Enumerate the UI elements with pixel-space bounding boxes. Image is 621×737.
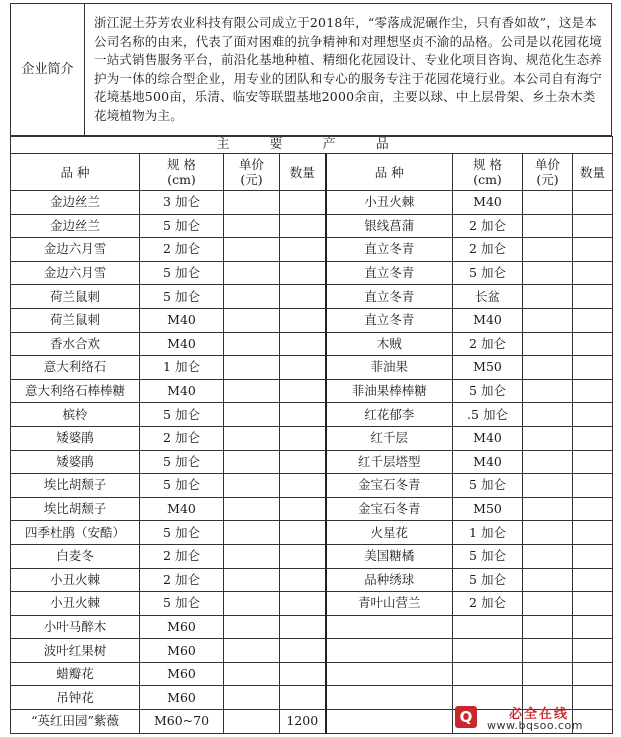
- table-row: [11, 285, 613, 309]
- table-row: [11, 662, 613, 686]
- product-spec-right: 5 加仑: [453, 379, 523, 403]
- table-row: [11, 356, 613, 380]
- product-quantity-right: [573, 332, 613, 356]
- product-name-right: 青叶山营兰: [326, 592, 453, 616]
- product-spec-left: 5 加仑: [140, 450, 224, 474]
- product-quantity-left: [280, 308, 326, 332]
- product-quantity-left: [280, 497, 326, 521]
- product-price-right: [523, 191, 573, 215]
- product-quantity-right: [573, 521, 613, 545]
- product-price-right: [523, 568, 573, 592]
- product-price-left: [224, 521, 280, 545]
- product-spec-right: 长盆: [453, 285, 523, 309]
- product-spec-right: 5 加仑: [453, 568, 523, 592]
- product-spec-left: M40: [140, 497, 224, 521]
- header-price-line2-right: (元): [536, 172, 559, 187]
- product-spec-left: M40: [140, 308, 224, 332]
- table-row: [11, 639, 613, 663]
- price-sheet: [10, 3, 612, 734]
- intro-label: 企业简介: [11, 4, 85, 136]
- product-spec-left: M60: [140, 639, 224, 663]
- product-quantity-left: [280, 261, 326, 285]
- product-quantity-right: [573, 261, 613, 285]
- product-name-left: 金边六月雪: [11, 238, 140, 262]
- product-name-right: 银线菖蒲: [326, 214, 453, 238]
- table-row: [11, 474, 613, 498]
- product-spec-right: M40: [453, 450, 523, 474]
- product-price-right: [523, 639, 573, 663]
- product-price-right: [523, 544, 573, 568]
- product-price-right: [523, 497, 573, 521]
- product-quantity-left: [280, 332, 326, 356]
- product-name-left: 意大利络石: [11, 356, 140, 380]
- table-row: [11, 332, 613, 356]
- product-quantity-left: [280, 592, 326, 616]
- product-spec-left: M60: [140, 662, 224, 686]
- header-quantity-right: 数量: [573, 154, 613, 191]
- product-price-left: [224, 710, 280, 734]
- product-quantity-left: [280, 474, 326, 498]
- product-spec-left: M40: [140, 332, 224, 356]
- product-quantity-left: [280, 426, 326, 450]
- section-title: 主 要 产 品: [11, 137, 613, 154]
- product-name-left: 小丑火棘: [11, 592, 140, 616]
- product-spec-left: 2 加仑: [140, 238, 224, 262]
- product-price-left: [224, 450, 280, 474]
- product-name-right: 金宝石冬青: [326, 497, 453, 521]
- product-quantity-right: [573, 308, 613, 332]
- product-name-right: [326, 662, 453, 686]
- product-price-left: [224, 592, 280, 616]
- product-name-left: 槟柃: [11, 403, 140, 427]
- product-quantity-right: [573, 356, 613, 380]
- product-name-right: 金宝石冬青: [326, 474, 453, 498]
- header-price-line1-right: 单价: [534, 157, 560, 172]
- header-price-right: [523, 154, 573, 191]
- product-quantity-left: [280, 639, 326, 663]
- product-spec-right: M40: [453, 191, 523, 215]
- product-price-left: [224, 662, 280, 686]
- header-price-line1: 单价: [238, 157, 264, 172]
- product-price-right: [523, 379, 573, 403]
- product-name-right: [326, 615, 453, 639]
- product-price-left: [224, 356, 280, 380]
- product-name-right: 红千层塔型: [326, 450, 453, 474]
- watermark-name: 必全在线: [509, 707, 570, 722]
- product-quantity-right: [573, 285, 613, 309]
- product-price-right: [523, 285, 573, 309]
- product-price-left: [224, 615, 280, 639]
- product-name-left: 吊钟花: [11, 686, 140, 710]
- products-table: [10, 136, 613, 734]
- table-row: [11, 521, 613, 545]
- product-name-right: 菲油果: [326, 356, 453, 380]
- table-header-row: [11, 154, 613, 191]
- product-spec-right: M40: [453, 308, 523, 332]
- table-row: [11, 379, 613, 403]
- product-name-left: 小丑火棘: [11, 568, 140, 592]
- product-price-left: [224, 308, 280, 332]
- product-price-left: [224, 332, 280, 356]
- product-spec-left: 5 加仑: [140, 592, 224, 616]
- product-name-right: 红千层: [326, 426, 453, 450]
- table-row: [11, 191, 613, 215]
- product-quantity-right: [573, 474, 613, 498]
- product-quantity-left: [280, 403, 326, 427]
- product-quantity-left: [280, 379, 326, 403]
- product-quantity-right: [573, 238, 613, 262]
- product-price-left: [224, 686, 280, 710]
- product-spec-right: [453, 615, 523, 639]
- table-row: [11, 615, 613, 639]
- product-quantity-right: [573, 450, 613, 474]
- product-rows: [11, 191, 613, 734]
- product-quantity-left: 1200: [280, 710, 326, 734]
- table-row: [11, 450, 613, 474]
- product-name-left: “英红田园”紫薇: [11, 710, 140, 734]
- product-price-left: [224, 261, 280, 285]
- product-spec-left: 2 加仑: [140, 544, 224, 568]
- product-name-right: 直立冬青: [326, 238, 453, 262]
- product-spec-right: 2 加仑: [453, 238, 523, 262]
- product-quantity-left: [280, 285, 326, 309]
- product-price-left: [224, 474, 280, 498]
- header-spec-line2: (cm): [167, 172, 196, 187]
- product-spec-right: .5 加仑: [453, 403, 523, 427]
- product-name-left: 蜡瓣花: [11, 662, 140, 686]
- watermark-url: www.bqsoo.com: [487, 719, 583, 732]
- watermark-logo-icon: Q: [455, 706, 477, 728]
- product-name-right: 品种绣球: [326, 568, 453, 592]
- product-name-left: 荷兰鼠刺: [11, 308, 140, 332]
- product-price-right: [523, 615, 573, 639]
- product-quantity-right: [573, 403, 613, 427]
- product-name-right: 小丑火棘: [326, 191, 453, 215]
- product-name-left: 矮婆鹃: [11, 426, 140, 450]
- product-spec-left: M60: [140, 615, 224, 639]
- product-spec-right: 5 加仑: [453, 544, 523, 568]
- product-quantity-left: [280, 686, 326, 710]
- product-name-right: 红花郁李: [326, 403, 453, 427]
- table-row: [11, 592, 613, 616]
- product-quantity-left: [280, 191, 326, 215]
- product-name-left: 金边丝兰: [11, 191, 140, 215]
- product-price-left: [224, 191, 280, 215]
- table-row: [11, 497, 613, 521]
- product-name-right: [326, 686, 453, 710]
- product-name-left: 意大利络石棒棒糖: [11, 379, 140, 403]
- product-spec-right: 1 加仑: [453, 521, 523, 545]
- product-name-left: 香水合欢: [11, 332, 140, 356]
- table-row: [11, 238, 613, 262]
- product-quantity-left: [280, 662, 326, 686]
- product-quantity-right: [573, 615, 613, 639]
- product-spec-left: 3 加仑: [140, 191, 224, 215]
- product-spec-left: 5 加仑: [140, 214, 224, 238]
- product-quantity-right: [573, 639, 613, 663]
- product-price-left: [224, 497, 280, 521]
- product-name-right: 木贼: [326, 332, 453, 356]
- table-row: [11, 426, 613, 450]
- product-price-right: [523, 356, 573, 380]
- product-quantity-right: [573, 379, 613, 403]
- product-price-left: [224, 568, 280, 592]
- product-price-right: [523, 214, 573, 238]
- product-name-right: 直立冬青: [326, 308, 453, 332]
- product-quantity-right: [573, 592, 613, 616]
- product-quantity-left: [280, 615, 326, 639]
- product-name-left: 金边六月雪: [11, 261, 140, 285]
- product-name-right: 火星花: [326, 521, 453, 545]
- product-price-right: [523, 308, 573, 332]
- header-variety-right: 品 种: [326, 154, 453, 191]
- product-spec-left: 5 加仑: [140, 285, 224, 309]
- product-price-left: [224, 238, 280, 262]
- header-spec-line1: 规 格: [167, 157, 196, 172]
- header-spec-line1-right: 规 格: [473, 157, 502, 172]
- product-name-right: 直立冬青: [326, 261, 453, 285]
- product-price-right: [523, 474, 573, 498]
- table-row: [11, 261, 613, 285]
- product-spec-right: [453, 662, 523, 686]
- product-quantity-right: [573, 191, 613, 215]
- product-spec-left: M60: [140, 686, 224, 710]
- product-price-right: [523, 238, 573, 262]
- product-quantity-left: [280, 450, 326, 474]
- product-name-left: 金边丝兰: [11, 214, 140, 238]
- product-spec-left: 5 加仑: [140, 474, 224, 498]
- product-quantity-left: [280, 214, 326, 238]
- product-spec-right: M50: [453, 356, 523, 380]
- product-price-right: [523, 662, 573, 686]
- product-spec-right: 2 加仑: [453, 332, 523, 356]
- product-quantity-right: [573, 214, 613, 238]
- product-name-left: 白麦冬: [11, 544, 140, 568]
- product-spec-left: 2 加仑: [140, 568, 224, 592]
- product-price-left: [224, 639, 280, 663]
- header-price-line2: (元): [240, 172, 263, 187]
- product-spec-right: M40: [453, 426, 523, 450]
- product-spec-right: 2 加仑: [453, 592, 523, 616]
- product-name-right: [326, 639, 453, 663]
- product-price-right: [523, 426, 573, 450]
- product-quantity-right: [573, 426, 613, 450]
- product-spec-right: M50: [453, 497, 523, 521]
- table-row: [11, 214, 613, 238]
- product-quantity-right: [573, 568, 613, 592]
- product-price-right: [523, 403, 573, 427]
- product-name-left: 埃比胡颓子: [11, 474, 140, 498]
- product-spec-left: M60~70: [140, 710, 224, 734]
- product-price-right: [523, 521, 573, 545]
- product-spec-right: [453, 639, 523, 663]
- product-spec-left: 5 加仑: [140, 403, 224, 427]
- table-row: [11, 403, 613, 427]
- product-spec-left: 1 加仑: [140, 356, 224, 380]
- product-spec-left: M40: [140, 379, 224, 403]
- product-price-right: [523, 450, 573, 474]
- product-price-left: [224, 403, 280, 427]
- product-quantity-left: [280, 238, 326, 262]
- table-row: [11, 308, 613, 332]
- product-name-right: 直立冬青: [326, 285, 453, 309]
- product-spec-left: 5 加仑: [140, 261, 224, 285]
- product-name-left: 波叶红果树: [11, 639, 140, 663]
- product-spec-right: 2 加仑: [453, 214, 523, 238]
- product-name-right: [326, 710, 453, 734]
- table-row: [11, 544, 613, 568]
- product-spec-right: 5 加仑: [453, 261, 523, 285]
- company-intro-table: [10, 3, 612, 136]
- product-name-right: 美国糖橘: [326, 544, 453, 568]
- product-price-right: [523, 592, 573, 616]
- product-spec-left: 5 加仑: [140, 521, 224, 545]
- header-quantity: 数量: [280, 154, 326, 191]
- product-spec-right: 5 加仑: [453, 474, 523, 498]
- product-name-left: 矮婆鹃: [11, 450, 140, 474]
- product-price-left: [224, 285, 280, 309]
- product-name-left: 荷兰鼠刺: [11, 285, 140, 309]
- site-watermark: [455, 700, 615, 734]
- product-price-left: [224, 214, 280, 238]
- header-spec-line2-right: (cm): [473, 172, 502, 187]
- product-name-right: 菲油果棒棒糖: [326, 379, 453, 403]
- product-quantity-right: [573, 497, 613, 521]
- header-variety: 品 种: [11, 154, 140, 191]
- product-name-left: 四季杜鹃（安酷）: [11, 521, 140, 545]
- intro-text: 浙江泥土芬芳农业科技有限公司成立于2018年，“零落成泥碾作尘，只有香如故”，这是本公司名称的由来，代表了面对困难的抗争精神和对理想坚贞不渝的品格。公司是以花园花境一站式销售服务平台，前沿化基地种植、精细化花园设计、专业化项目咨询、规范化生态养护为一体的综合型企业，用专业的团队和专心的服务专注于花园花境行业。本公司自有海宁花境基地500亩，乐清、临安等联盟基地2000余亩，主要以球、中上层骨架、乡土杂木类花境植物为主。: [85, 4, 612, 136]
- product-quantity-left: [280, 521, 326, 545]
- product-price-left: [224, 426, 280, 450]
- product-name-left: 埃比胡颓子: [11, 497, 140, 521]
- table-row: [11, 568, 613, 592]
- product-spec-left: 2 加仑: [140, 426, 224, 450]
- header-price: [224, 154, 280, 191]
- product-name-left: 小叶马醉木: [11, 615, 140, 639]
- product-quantity-left: [280, 568, 326, 592]
- product-price-left: [224, 544, 280, 568]
- product-price-left: [224, 379, 280, 403]
- product-price-right: [523, 261, 573, 285]
- product-quantity-left: [280, 544, 326, 568]
- product-quantity-right: [573, 662, 613, 686]
- header-spec-right: [453, 154, 523, 191]
- header-spec: [140, 154, 224, 191]
- product-price-right: [523, 332, 573, 356]
- product-quantity-right: [573, 544, 613, 568]
- product-quantity-left: [280, 356, 326, 380]
